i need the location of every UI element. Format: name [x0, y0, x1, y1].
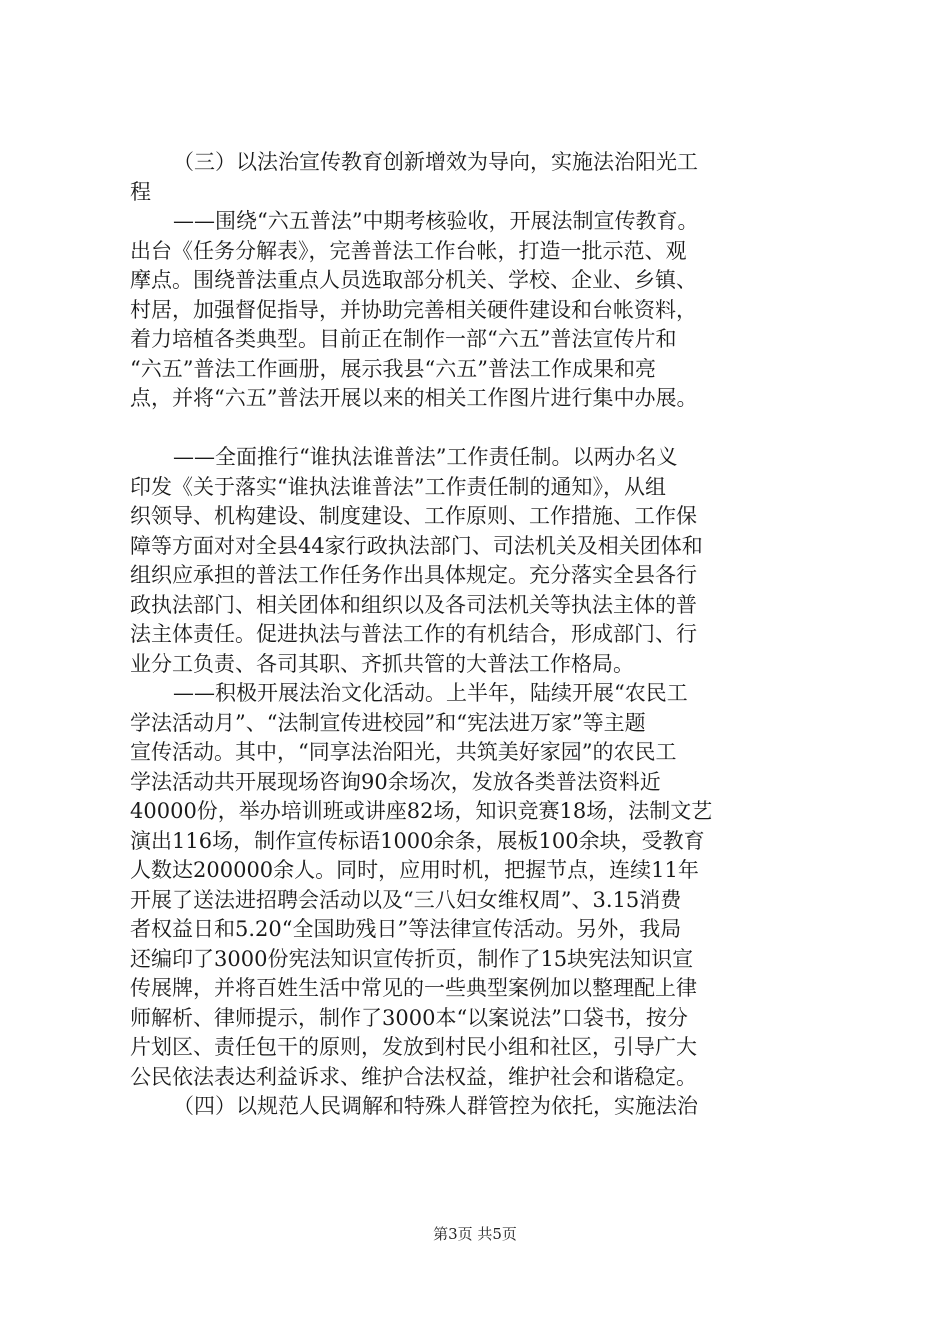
paragraph-line: 宣传活动。其中，“同享法治阳光，共筑美好家园”的农民工 [130, 740, 677, 764]
paragraph-line: 学法活动月”、“法制宣传进校园”和“宪法进万家”等主题 [130, 710, 646, 735]
paragraph-line: 师解析、律师提示，制作了3000本“以案说法”口袋书，按分 [130, 1005, 688, 1030]
paragraph-line: 村居，加强督促指导，并协助完善相关硬件建设和台帐资料， [130, 297, 697, 322]
paragraph-line: 着力培植各类典型。目前正在制作一部“六五”普法宣传片和 [130, 327, 677, 351]
paragraph-line: 学法活动共开展现场咨询90余场次，发放各类普法资料近 [130, 769, 661, 794]
paragraph-line: 点，并将“六五”普法开展以来的相关工作图片进行集中办展。 [130, 386, 698, 410]
paragraph-line: 人数达200000余人。同时，应用时机，把握节点，连续11年 [130, 858, 699, 882]
paragraph-line: ——积极开展法治文化活动。上半年，陆续开展“农民工 [173, 681, 688, 705]
paragraph-line: 还编印了3000份宪法知识宣传折页，制作了15块宪法知识宣 [130, 946, 694, 971]
paragraph-line: 印发《关于落实“谁执法谁普法”工作责任制的通知》，从组 [130, 474, 666, 499]
paragraph-line: 织领导、机构建设、制度建设、工作原则、工作措施、工作保 [130, 504, 697, 528]
paragraph-line: 者权益日和5.20“全国助残日”等法律宣传活动。另外，我局 [130, 917, 682, 941]
paragraph-line: 障等方面对对全县44家行政执法部门、司法机关及相关团体和 [130, 533, 703, 558]
paragraph-line: 出台《任务分解表》，完善普法工作台帐，打造一批示范、观 [130, 238, 687, 263]
body-text-block [130, 148, 830, 1122]
page-number-footer: 第3页 共5页 [433, 1225, 517, 1243]
section-heading-4: （四）以规范人民调解和特殊人群管控为依托，实施法治 [173, 1094, 698, 1118]
paragraph-line: 公民依法表达利益诉求、维护合法权益，维护社会和谐稳定。 [130, 1064, 697, 1089]
paragraph-line: ——全面推行“谁执法谁普法”工作责任制。以两办名义 [173, 445, 678, 469]
paragraph-line: 40000份，举办培训班或讲座82场，知识竞赛18场，法制文艺 [130, 799, 713, 823]
paragraph-line: 摩点。围绕普法重点人员选取部分机关、学校、企业、乡镇、 [130, 268, 697, 292]
paragraph-line: “六五”普法工作画册，展示我县“六五”普法工作成果和亮 [130, 356, 656, 381]
blank-line [130, 414, 830, 444]
section-heading-3: （三）以法治宣传教育创新增效为导向，实施法治阳光工 [173, 150, 698, 174]
paragraph-line: 业分工负责、各司其职、齐抓共管的大普法工作格局。 [130, 651, 634, 676]
section-heading-3-continued: 程 [130, 179, 151, 204]
paragraph-line: 片划区、责任包干的原则，发放到村民小组和社区，引导广大 [130, 1035, 697, 1059]
paragraph-line: 组织应承担的普法工作任务作出具体规定。充分落实全县各行 [130, 563, 697, 587]
paragraph-line: 演出116场，制作宣传标语1000余条，展板100余块，受教育 [130, 828, 705, 853]
paragraph-line: 开展了送法进招聘会活动以及“三八妇女维权周”、3.15消费 [130, 887, 682, 912]
paragraph-line: 政执法部门、相关团体和组织以及各司法机关等执法主体的普 [130, 592, 697, 617]
paragraph-line: 法主体责任。促进执法与普法工作的有机结合，形成部门、行 [130, 622, 697, 646]
paragraph-line: ——围绕“六五普法”中期考核验收，开展法制宣传教育。 [173, 209, 699, 233]
paragraph-line: 传展牌，并将百姓生活中常见的一些典型案例加以整理配上律 [130, 976, 697, 1000]
